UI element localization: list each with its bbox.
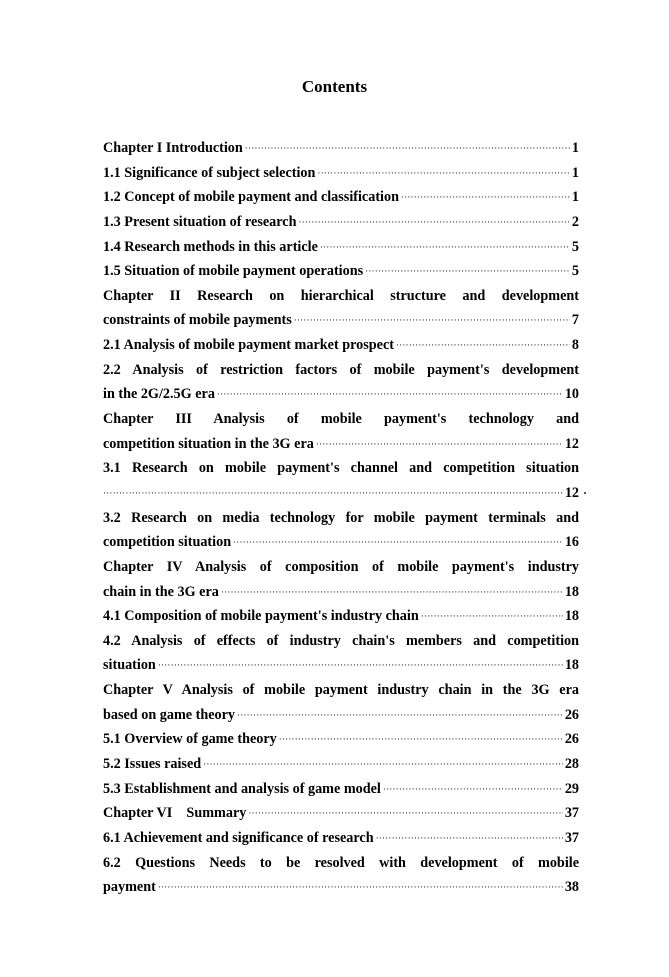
toc-entry-label: 3.2 Research on media technology for mobile payment terminals and xyxy=(103,509,579,526)
toc-entry-label: Chapter IV Analysis of composition of mobile payment's industry xyxy=(103,558,579,575)
toc-entry-label: Chapter II Research on hierarchical structure and development xyxy=(103,287,579,304)
toc-entry-label: 1.5 Situation of mobile payment operations xyxy=(103,263,364,280)
toc-entry-label: 3.1 Research on mobile payment's channel and competition situation xyxy=(103,460,579,477)
dot-leader xyxy=(221,580,563,605)
toc-page-number: 12 xyxy=(564,484,579,501)
toc-entry-label: Chapter V Analysis of mobile payment industry chain in the 3G era xyxy=(103,682,579,699)
toc-entry-line xyxy=(103,851,579,876)
toc-entry-line xyxy=(103,678,579,703)
dot-leader xyxy=(376,826,563,851)
toc-page-number: 26 xyxy=(564,706,579,723)
dot-leader xyxy=(103,481,563,506)
toc-entry-4-2[interactable] xyxy=(103,629,579,678)
toc-entry-line xyxy=(103,875,579,900)
toc-entry-label: 4.1 Composition of mobile payment's industry chain xyxy=(103,608,419,625)
scan-speck xyxy=(584,492,586,494)
toc-entry-line xyxy=(103,653,579,678)
dot-leader xyxy=(217,382,563,407)
dot-leader xyxy=(233,530,563,555)
toc-entry-label: 1.3 Present situation of research xyxy=(103,213,297,230)
toc-entry-3-2[interactable] xyxy=(103,506,579,555)
dot-leader xyxy=(316,432,563,457)
toc-page-number: 2 xyxy=(571,213,579,230)
toc-entry-label-continued: payment xyxy=(103,879,156,896)
dot-leader xyxy=(158,653,563,678)
toc-entry-chapter-2[interactable] xyxy=(103,284,579,333)
toc-entry-line xyxy=(103,481,579,506)
toc-entry-label-continued: based on game theory xyxy=(103,706,236,723)
dot-leader xyxy=(237,703,563,728)
toc-page-number: 1 xyxy=(571,140,579,156)
toc-entry-line xyxy=(103,506,579,531)
toc-entry-chapter-6[interactable] xyxy=(103,801,579,826)
toc-entry-3-1[interactable] xyxy=(103,456,579,505)
toc-entry-label: Chapter III Analysis of mobile payment's technology and xyxy=(103,411,579,428)
table-of-contents xyxy=(103,136,579,900)
toc-page-number: 37 xyxy=(564,805,579,822)
toc-entry-line xyxy=(103,308,579,333)
toc-entry-line xyxy=(103,703,579,728)
toc-entry-label-continued: in the 2G/2.5G era xyxy=(103,386,215,403)
toc-entry-5-2[interactable] xyxy=(103,752,579,777)
toc-entry-label: 6.1 Achievement and significance of research xyxy=(103,829,374,846)
toc-page-number: 16 xyxy=(564,534,579,551)
toc-entry-6-1[interactable] xyxy=(103,826,579,851)
dot-leader xyxy=(320,235,570,260)
toc-entry-chapter-5[interactable] xyxy=(103,678,579,727)
toc-page-number: 38 xyxy=(564,879,579,896)
toc-page-number: 1 xyxy=(571,189,579,206)
toc-entry-line xyxy=(103,432,579,457)
toc-entry-label-continued: competition situation in the 3G era xyxy=(103,435,314,452)
toc-entry-line xyxy=(103,456,579,481)
toc-page-number: 7 xyxy=(571,312,579,329)
toc-entry-1-4[interactable] xyxy=(103,235,579,260)
toc-entry-label: Chapter VI Summary xyxy=(103,805,247,822)
dot-leader xyxy=(294,308,570,333)
toc-entry-label: 1.2 Concept of mobile payment and classification xyxy=(103,189,399,206)
toc-entry-line xyxy=(103,629,579,654)
toc-entry-label: 1.1 Significance of subject selection xyxy=(103,164,316,181)
toc-entry-label: 5.1 Overview of game theory xyxy=(103,731,277,748)
dot-leader xyxy=(401,185,570,210)
toc-page-number: 1 xyxy=(571,164,579,181)
toc-entry-label: 1.4 Research methods in this article xyxy=(103,238,318,255)
dot-leader xyxy=(365,259,570,284)
toc-entry-line xyxy=(103,284,579,309)
toc-entry-1-1[interactable] xyxy=(103,161,579,186)
toc-entry-2-2[interactable] xyxy=(103,358,579,407)
toc-entry-5-1[interactable] xyxy=(103,727,579,752)
toc-entry-5-3[interactable] xyxy=(103,777,579,802)
toc-page-number: 10 xyxy=(564,386,579,403)
toc-entry-1-5[interactable] xyxy=(103,259,579,284)
toc-entry-6-2[interactable] xyxy=(103,851,579,900)
dot-leader xyxy=(158,875,563,900)
toc-entry-label: 5.3 Establishment and analysis of game model xyxy=(103,780,381,797)
toc-entry-line xyxy=(103,580,579,605)
toc-entry-label: 5.2 Issues raised xyxy=(103,756,202,773)
toc-entry-label: 4.2 Analysis of effects of industry chain's members and competition xyxy=(103,632,579,649)
toc-entry-chapter-4[interactable] xyxy=(103,555,579,604)
dot-leader xyxy=(421,604,563,629)
page-title: Contents xyxy=(301,77,368,96)
dot-leader xyxy=(383,777,563,802)
toc-entry-line xyxy=(103,358,579,383)
toc-page-number: 5 xyxy=(571,238,579,255)
toc-entry-line xyxy=(103,407,579,432)
toc-page-number: 37 xyxy=(564,829,579,846)
toc-page-number: 18 xyxy=(564,583,579,600)
toc-entry-line xyxy=(103,530,579,555)
toc-page-number: 5 xyxy=(571,263,579,280)
toc-entry-line xyxy=(103,555,579,580)
toc-page-number: 28 xyxy=(564,756,579,773)
toc-entry-line xyxy=(103,382,579,407)
toc-page-number: 29 xyxy=(564,780,579,797)
toc-entry-chapter-3[interactable] xyxy=(103,407,579,456)
dot-leader xyxy=(298,210,569,235)
toc-entry-4-1[interactable] xyxy=(103,604,579,629)
toc-entry-label-continued: situation xyxy=(103,657,156,674)
toc-entry-label-continued: chain in the 3G era xyxy=(103,583,219,600)
toc-page-number: 12 xyxy=(564,435,579,452)
toc-page-number: 18 xyxy=(564,657,579,674)
dot-leader xyxy=(245,136,570,161)
toc-entry-1-2[interactable] xyxy=(103,185,579,210)
dot-leader xyxy=(248,801,562,826)
dot-leader xyxy=(279,727,563,752)
dot-leader xyxy=(317,161,570,186)
toc-entry-label: 6.2 Questions Needs to be resolved with development of mobile xyxy=(103,854,579,871)
dot-leader xyxy=(203,752,563,777)
toc-entry-label: Chapter I Introduction xyxy=(103,140,243,156)
toc-entry-chapter-1[interactable] xyxy=(103,136,579,161)
toc-entry-label-continued: constraints of mobile payments xyxy=(103,312,292,329)
toc-entry-1-3[interactable] xyxy=(103,210,579,235)
toc-page-number: 8 xyxy=(571,337,579,354)
toc-entry-label: 2.2 Analysis of restriction factors of mobile payment's development xyxy=(103,361,579,378)
toc-page-number: 18 xyxy=(564,608,579,625)
toc-entry-label-continued: competition situation xyxy=(103,534,232,551)
dot-leader xyxy=(396,333,570,358)
toc-page-number: 26 xyxy=(564,731,579,748)
toc-entry-2-1[interactable] xyxy=(103,333,579,358)
toc-entry-label: 2.1 Analysis of mobile payment market prospect xyxy=(103,337,394,354)
